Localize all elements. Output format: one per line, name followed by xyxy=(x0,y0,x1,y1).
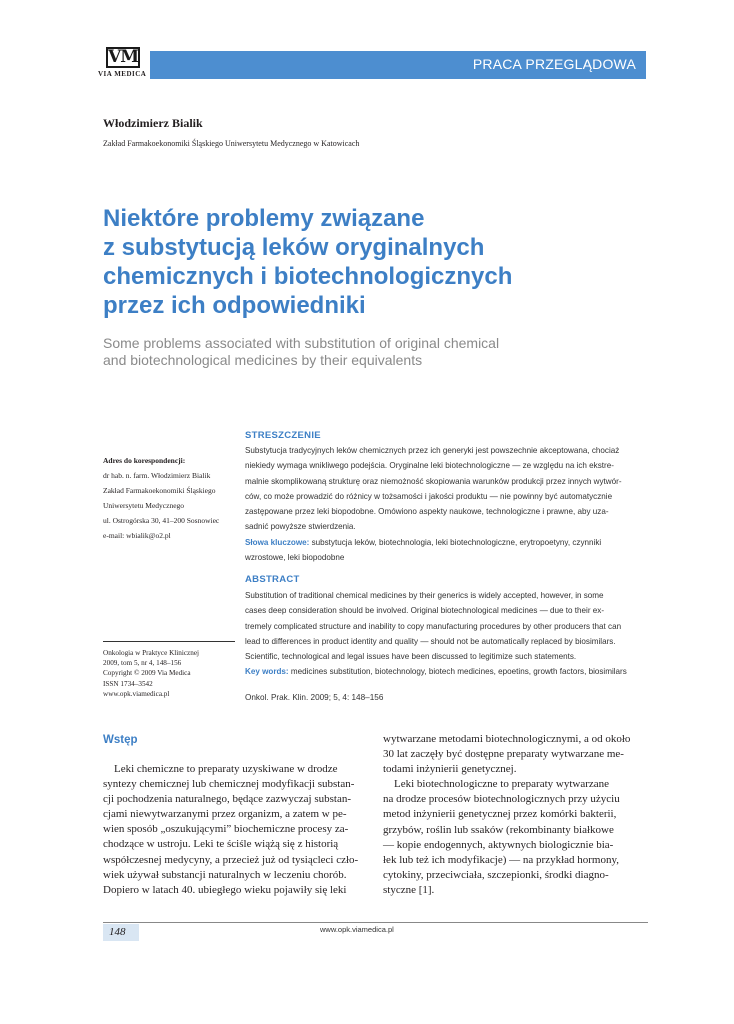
correspondence-line: Zakład Farmakoekonomiki Śląskiego xyxy=(103,486,216,495)
keywords-label: Key words: xyxy=(245,667,289,677)
abstract-line: Scientific, technological and legal issues have been discussed to legitimize such statements. xyxy=(245,652,577,662)
body-line: — kopie endogennych, aktywnych biologicznie bia- xyxy=(383,838,614,851)
article-type-label: PRACA PRZEGLĄDOWA xyxy=(472,56,636,72)
journal-info xyxy=(103,648,243,699)
body-line: syntezy chemicznej lub chemicznej modyfikacji substan- xyxy=(103,778,355,791)
body-line: cji pochodzenia naturalnego, będące zazwyczaj substan- xyxy=(103,793,351,806)
subtitle-line: and biotechnological medicines by their equivalents xyxy=(103,352,423,368)
keywords-label: Słowa kluczowe: xyxy=(245,537,310,547)
body-line: wien sposób „oszukującymi” biochemiczne procesy za- xyxy=(103,823,349,836)
abstract-line: lead to differences in product identity and quality — should not be automatically replaced by biosimilars. xyxy=(245,636,616,646)
abstract-line: Substitution of traditional chemical medicines by their generics is widely accepted, however, in some xyxy=(245,591,604,600)
footer-url[interactable]: www.opk.viamedica.pl xyxy=(320,925,394,934)
body-line: 30 lat zaczęły być dostępne preparaty wytwarzane me- xyxy=(383,748,624,761)
body-line: grzybów, roślin lub ssaków (rekombinanty białkowe xyxy=(383,823,614,836)
logo-text: VIA MEDICA xyxy=(98,70,147,78)
author-name: Włodzimierz Bialik xyxy=(103,116,203,130)
title-line: chemicznych i biotechnologicznych xyxy=(103,263,513,290)
body-line: na drodze procesów biotechnologicznych przy użyciu xyxy=(383,793,620,806)
author-affiliation: Zakład Farmakoekonomiki Śląskiego Uniwersytetu Medycznego w Katowicach xyxy=(103,139,360,148)
keywords-text: substytucja leków, biotechnologia, leki biotechnologiczne, erytropoetyny, czynniki xyxy=(309,537,602,547)
abstract-line: tremely complicated structure and inability to copy manufacturing procedures by other producers that can xyxy=(245,621,622,631)
page-number-box xyxy=(103,924,139,941)
article-title xyxy=(103,204,663,320)
abstract-line: ców, co może prowadzić do różnicy w tożsamości i jakości produktu — nie powinny być automatycznie xyxy=(245,491,613,501)
body-line: współczesnej medycyny, a przecież już od tysiącleci czło- xyxy=(103,853,359,866)
body-column-left xyxy=(103,762,365,898)
title-line: Niektóre problemy związane xyxy=(103,205,425,232)
abstract-line: cases deep consideration should be involved. Original biotechnological medicines — due to their ex- xyxy=(245,606,605,616)
body-line: wiek używał substancji naturalnych w leczeniu chorób. xyxy=(103,868,347,881)
keywords-text-cont: wzrostowe, leki biopodobne xyxy=(245,553,345,563)
abstract-line: niekiedy wymaga wnikliwego podejścia. Oryginalne leki biotechnologiczne — ze względu na ich ekstre- xyxy=(245,461,614,471)
body-line: chodzące w ustroju. Leki te ściśle wiążą się z historią xyxy=(103,838,339,851)
body-line: cjami niewytwarzanymi przez organizm, a zatem w pe- xyxy=(103,808,347,821)
body-line: łek lub też ich modyfikacje) — na przykład hormony, xyxy=(383,853,620,866)
correspondence-heading: Adres do korespondencji: xyxy=(103,456,186,465)
correspondence-line: dr hab. n. farm. Włodzimierz Bialik xyxy=(103,471,211,480)
streszczenie-heading: STRESZCZENIE xyxy=(245,430,321,441)
body-line: wytwarzane metodami biotechnologicznymi, a od około xyxy=(383,733,631,745)
abstract-line: Substytucja tradycyjnych leków chemicznych przez ich generyki jest powszechnie akceptowana, chociaż xyxy=(245,446,620,455)
journal-info-line: Copyright © 2009 Via Medica xyxy=(103,669,191,678)
correspondence-line: ul. Ostrogórska 30, 41–200 Sosnowiec xyxy=(103,516,220,525)
article-type-bar xyxy=(150,51,646,79)
title-line: z substytucją leków oryginalnych xyxy=(103,234,485,261)
body-line: cytokiny, przeciwciała, szczepionki, środki diagno- xyxy=(383,868,609,881)
citation: Onkol. Prak. Klin. 2009; 5, 4: 148–156 xyxy=(245,693,384,702)
body-line: metod inżynierii genetycznej przez komórki bakterii, xyxy=(383,808,617,821)
abstract-line: zastępowane przez leki biopodobne. Omówiono aspekty naukowe, technologiczne i prawne, aby uza- xyxy=(245,507,609,517)
abstract-heading: ABSTRACT xyxy=(245,574,300,585)
abstract-line: sadnić powyższe stwierdzenia. xyxy=(245,522,356,532)
body-column-right xyxy=(383,732,651,898)
journal-url[interactable]: www.opk.viamedica.pl xyxy=(103,689,170,698)
journal-info-line: ISSN 1734–3542 xyxy=(103,679,153,688)
body-line: Dopiero w latach 40. ubiegłego wieku pojawiły się leki xyxy=(103,883,347,896)
abstract-body xyxy=(245,588,655,680)
logo-mark: VM xyxy=(108,47,139,67)
body-line: todami inżynierii genetycznej. xyxy=(383,763,517,776)
keywords-pl xyxy=(245,535,655,550)
divider xyxy=(103,641,235,642)
article-subtitle-english xyxy=(103,335,663,369)
footer-divider xyxy=(103,922,648,923)
title-line: przez ich odpowiedniki xyxy=(103,292,366,319)
journal-info-line: Onkologia w Praktyce Klinicznej xyxy=(103,649,200,657)
streszczenie-body xyxy=(245,443,655,565)
page-number: 148 xyxy=(109,926,126,938)
correspondence-email[interactable]: e-mail: wbialik@o2.pl xyxy=(103,531,171,540)
journal-info-line: 2009, tom 5, nr 4, 148–156 xyxy=(103,659,182,668)
keywords-en xyxy=(245,664,655,679)
body-line: styczne [1]. xyxy=(383,883,435,896)
abstract-line: malnie skomplikowaną strukturę oraz niemożność skopiowania warunków produkcji przez innych wytwór- xyxy=(245,476,622,486)
subtitle-line: Some problems associated with substitution of original chemical xyxy=(103,335,500,351)
section-heading: Wstęp xyxy=(103,734,138,746)
body-line: Leki biotechnologiczne to preparaty wytwarzane xyxy=(383,778,610,791)
keywords-text: medicines substitution, biotechnology, biotech medicines, epoetins, growth factors, biosimilars xyxy=(288,667,627,677)
via-medica-logo xyxy=(98,47,146,79)
correspondence-address xyxy=(103,453,243,543)
body-line: Leki chemiczne to preparaty uzyskiwane w drodze xyxy=(103,763,338,775)
correspondence-line: Uniwersytetu Medycznego xyxy=(103,501,185,510)
